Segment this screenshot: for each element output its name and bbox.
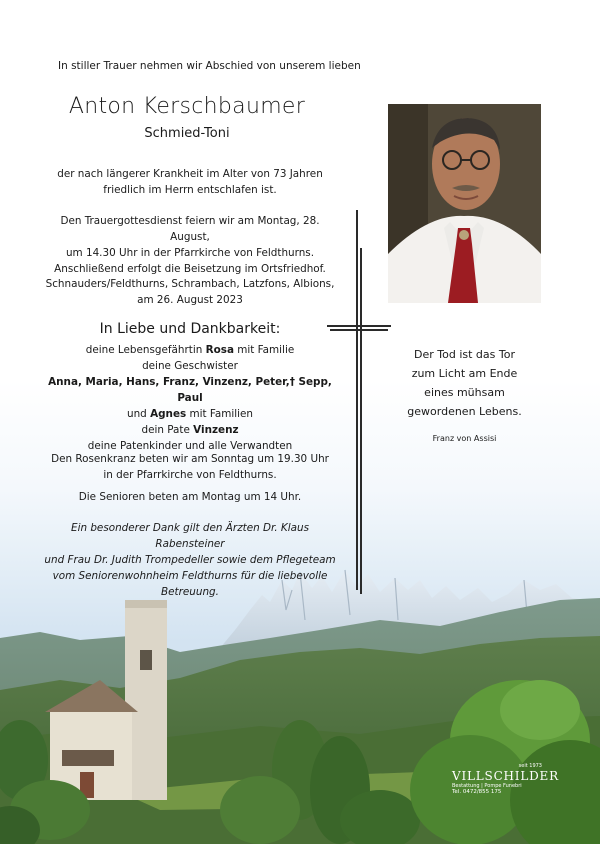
death-line-1: der nach längerer Krankheit im Alter von 73 Jahren xyxy=(57,168,323,180)
death-notice xyxy=(40,166,340,198)
rosary-line-1: Den Rosenkranz beten wir am Sonntag um 19.30 Uhr xyxy=(51,453,329,465)
quote-line-1: Der Tod ist das Tor xyxy=(414,348,515,361)
gratitude-line-2: und Frau Dr. Judith Trompedeller sowie dem Pflegeteam xyxy=(44,554,336,566)
gratitude-line-1: Ein besonderer Dank gilt den Ärzten Dr. Klaus Rabensteiner xyxy=(71,522,309,550)
cross-icon xyxy=(356,210,358,590)
mourners-list xyxy=(40,342,340,454)
logo-phone: Tel. 0472/855 175 xyxy=(452,789,502,795)
mourner-line-3: Anna, Maria, Hans, Franz, Vinzenz, Peter,† Sepp, Paul xyxy=(48,376,332,404)
cross-vertical xyxy=(360,248,362,594)
cross-horizontal-2 xyxy=(330,329,388,331)
funeral-line-1: Den Trauergottesdienst feiern wir am Montag, 28. August, xyxy=(60,215,320,243)
intro-text: In stiller Trauer nehmen wir Abschied von unserem lieben xyxy=(58,60,361,72)
gratitude-line-3: vom Seniorenwohnheim Feldthurns für die liebevolle Betreuung. xyxy=(52,570,328,598)
date-line: am 26. August 2023 xyxy=(137,294,243,306)
funeral-line-3: Anschließend erfolgt die Beisetzung im Ortsfriedhof. xyxy=(54,263,326,275)
funeral-home-logo xyxy=(452,763,562,795)
mourner-line-6: deine Patenkinder und alle Verwandten xyxy=(87,440,293,452)
funeral-line-2: um 14.30 Uhr in der Pfarrkirche von Feldthurns. xyxy=(65,247,315,259)
quote xyxy=(388,345,541,421)
logo-subtitle: Bestattung | Pompe Funebri xyxy=(452,783,522,789)
place-date xyxy=(40,276,340,308)
logo-name: VILLSCHILDER xyxy=(452,769,559,783)
rosary-line-2: in der Pfarrkirche von Feldthurns. xyxy=(103,469,277,481)
deceased-nickname: Schmied-Toni xyxy=(144,126,230,141)
logo-year: seit 1973 xyxy=(518,763,542,769)
mourner-line-5: dein Pate Vinzenz xyxy=(141,424,239,436)
portrait-photo xyxy=(388,104,541,303)
cross-horizontal xyxy=(327,325,391,327)
quote-line-2: zum Licht am Ende xyxy=(411,367,518,380)
death-line-2: friedlich im Herrn entschlafen ist. xyxy=(103,184,277,196)
rosary-notice xyxy=(40,451,340,483)
seniors-notice: Die Senioren beten am Montag um 14 Uhr. xyxy=(78,491,302,503)
place-line: Schnauders/Feldthurns, Schrambach, Latzfons, Albions, xyxy=(45,278,335,290)
gratitude-notice xyxy=(40,520,340,600)
funeral-notice xyxy=(40,213,340,277)
quote-line-4: gewordenen Lebens. xyxy=(407,405,522,418)
mourner-line-2: deine Geschwister xyxy=(142,360,238,372)
quote-author: Franz von Assisi xyxy=(432,434,497,443)
mourner-line-1: deine Lebensgefährtin Rosa mit Familie xyxy=(85,344,295,356)
thanks-heading: In Liebe und Dankbarkeit: xyxy=(99,321,281,337)
mourner-line-4: und Agnes mit Familien xyxy=(126,408,254,420)
quote-line-3: eines mühsam xyxy=(424,386,505,399)
deceased-name: Anton Kerschbaumer xyxy=(68,94,306,119)
